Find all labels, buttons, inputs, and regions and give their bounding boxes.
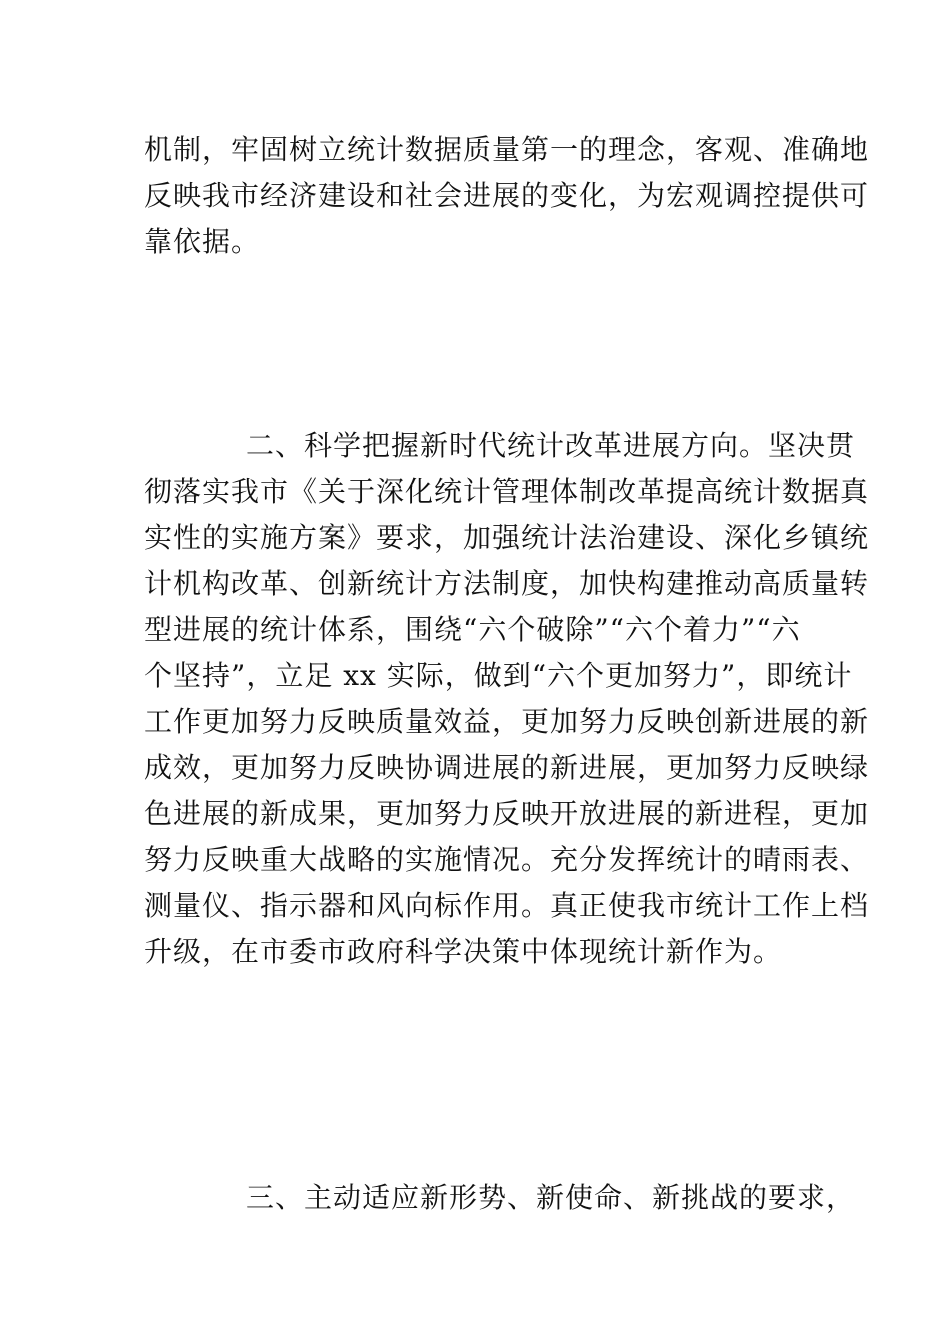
paragraph-1-line-2: 反映我市经济建设和社会进展的变化，为宏观调控提供可	[144, 179, 870, 212]
paragraph-2-line-6: 个坚持”，立足 xx 实际，做到“六个更加努力”，即统计	[144, 659, 853, 692]
paragraph-2-line-8: 成效，更加努力反映协调进展的新进展，更加努力反映绿	[144, 751, 870, 784]
paragraph-1-line-1: 机制，牢固树立统计数据质量第一的理念，客观、准确地	[144, 133, 870, 166]
paragraph-2-line-7: 工作更加努力反映质量效益，更加努力反映创新进展的新	[144, 705, 870, 738]
paragraph-2-line-11: 测量仪、指示器和风向标作用。真正使我市统计工作上档	[144, 889, 870, 922]
paragraph-2-line-5: 型进展的统计体系，围绕“六个破除”“六个着力”“六	[144, 613, 801, 646]
paragraph-2-line-4: 计机构改革、创新统计方法制度，加快构建推动高质量转	[144, 567, 870, 600]
paragraph-2-line-12: 升级，在市委市政府科学决策中体现统计新作为。	[144, 935, 783, 968]
paragraph-2-line-1: 二、科学把握新时代统计改革进展方向。坚决贯	[246, 429, 856, 462]
paragraph-3-line-1: 三、主动适应新形势、新使命、新挑战的要求，	[246, 1181, 856, 1214]
paragraph-1-line-3: 靠依据。	[144, 225, 261, 258]
paragraph-2-line-10: 努力反映重大战略的实施情况。充分发挥统计的晴雨表、	[144, 843, 870, 876]
paragraph-2-line-3: 实性的实施方案》要求，加强统计法治建设、深化乡镇统	[144, 521, 870, 554]
paragraph-2-line-2: 彻落实我市《关于深化统计管理体制改革提高统计数据真	[144, 475, 870, 508]
paragraph-2-line-9: 色进展的新成果，更加努力反映开放进展的新进程，更加	[144, 797, 870, 830]
